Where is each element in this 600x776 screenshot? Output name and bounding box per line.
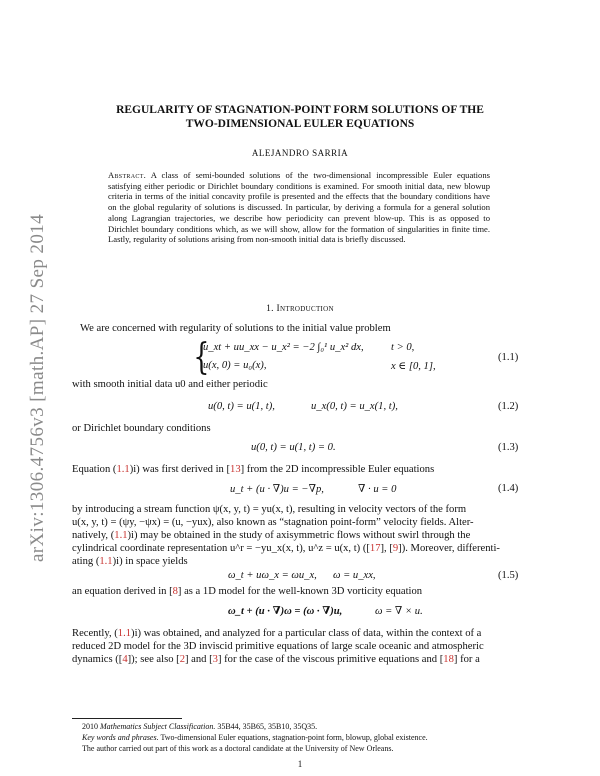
citation-8[interactable]: 8 xyxy=(172,586,178,597)
text-run: ] and [ xyxy=(184,654,213,665)
system-brace: { xyxy=(193,337,210,378)
author-name: ALEJANDRO SARRIA xyxy=(251,148,349,158)
text-run: ]). Moreover, differenti- xyxy=(398,543,500,554)
page-number: 1 xyxy=(297,759,303,769)
footnote-affiliation: The author carried out part of this work as a doctoral candidate at the University of New Orleans. xyxy=(82,744,394,753)
eq-number-1-3: (1.3) xyxy=(498,442,519,453)
text-line xyxy=(72,529,528,542)
eq-ref-1-1[interactable]: 1.1 xyxy=(117,628,132,639)
footnote-keywords xyxy=(82,733,528,743)
arxiv-stamp: arXiv:1306.4756v3 [math.AP] 27 Sep 2014 xyxy=(27,213,48,563)
text-run: Recently, ( xyxy=(72,628,118,639)
eq-1-4-left: u_t + (u · ∇)u = −∇p, xyxy=(230,484,324,495)
text-line xyxy=(72,542,528,555)
eq-1-1-row-2: u(x, 0) = u₀(x), xyxy=(203,360,267,371)
eq-number-1-1: (1.1) xyxy=(498,352,519,363)
eq-ref-1-1[interactable]: 1.1 xyxy=(114,530,128,541)
footnote-label: Key words and phrases. xyxy=(82,733,159,742)
eq-1-1-row-1: u_xt + uu_xx − u_x² = −2 ∫₀¹ u_x² dx, xyxy=(203,342,364,353)
section-heading xyxy=(80,304,520,314)
section-title: Introduction xyxy=(276,304,334,314)
paragraph-vorticity-model xyxy=(72,585,422,598)
text-run: an equation derived in [ xyxy=(72,586,173,597)
text-run: 2010 xyxy=(82,722,98,731)
eq-1-5-left: ω_t + uω_x = ωu_x, xyxy=(228,570,317,581)
text-line: by introducing a stream function ψ(x, y, t) = yu(x, t), resulting in velocity vectors of the form xyxy=(72,504,467,515)
citation-3[interactable]: 3 xyxy=(212,654,218,665)
text-run: ] for the case of the viscous primitive equations and [ xyxy=(217,654,444,665)
paragraph-stream-function xyxy=(72,503,528,568)
citation-4[interactable]: 4 xyxy=(122,654,128,665)
citation-13[interactable]: 13 xyxy=(230,464,241,475)
paragraph-intro: We are concerned with regularity of solutions to the initial value problem xyxy=(80,323,391,334)
text-run: ] for a xyxy=(453,654,480,665)
footnote-label: Mathematics Subject Classification. xyxy=(100,722,216,731)
eq-ref-1-1[interactable]: 1.1 xyxy=(99,556,113,567)
eq-1-1-row-1-condition: t > 0, xyxy=(391,342,415,353)
citation-17[interactable]: 17 xyxy=(369,543,381,554)
text-run: natively, ( xyxy=(72,530,115,541)
title-line-2: TWO-DIMENSIONAL EULER EQUATIONS xyxy=(185,118,415,130)
text-run: )i) may be obtained in the study of axisymmetric flows without swirl through the xyxy=(127,530,471,541)
eq-number-1-2: (1.2) xyxy=(498,401,519,412)
eq-1-5-right: ω = u_xx, xyxy=(333,570,376,581)
abstract-text: A class of semi-bounded solutions of the two-dimensional incompressible Euler equations satisfying either periodic or Dirichlet boundary conditions is examined. For smooth initial data, new blowup criteria in terms of the initial concavity profile is presented and the effects that the boundary conditions have on the global regularity of solutions is discussed. In particular, by deriving a formula for a general solution along Lagrangian trajectories, we describe how periodicity can prevent blow-up. This is as opposed to Dirichlet boundary conditions which, as we will show, allow for the formation of singularities in finite time. Lastly, regularity of solutions arising from non-smooth initial data is briefly discussed. xyxy=(108,170,490,245)
eq-ref-1-1[interactable]: 1.1 xyxy=(116,464,130,475)
text-run: ating ( xyxy=(72,556,100,567)
text-run: ]); see also [ xyxy=(127,654,180,665)
citation-18[interactable]: 18 xyxy=(443,654,454,665)
text-line xyxy=(72,555,528,568)
citation-9[interactable]: 9 xyxy=(392,543,399,554)
footnote-msc xyxy=(82,722,528,732)
text-run: cylindrical coordinate representation u^r = −yu_x(x, t), u^z = u(x, t) ([ xyxy=(72,543,370,554)
eq-1-4-right: ∇ · u = 0 xyxy=(358,484,397,495)
eq-1-1-row-2-condition: x ∈ [0, 1], xyxy=(391,361,436,372)
text-line xyxy=(72,627,528,640)
eq-1-2-right: u_x(0, t) = u_x(1, t), xyxy=(311,401,398,412)
eq-1-3: u(0, t) = u(1, t) = 0. xyxy=(251,442,336,453)
eq-number-1-5: (1.5) xyxy=(498,570,519,581)
eq-vorticity-right: ω = ∇ × u. xyxy=(375,606,423,617)
text-run: )i) was first derived in [ xyxy=(129,464,231,475)
paper-title xyxy=(80,103,520,131)
eq-number-1-4: (1.4) xyxy=(498,483,519,494)
section-number: 1. xyxy=(266,304,274,314)
eq-1-2-left: u(0, t) = u(1, t), xyxy=(208,401,275,412)
paragraph-periodic: with smooth initial data u0 and either periodic xyxy=(72,379,268,390)
text-run: 35B44, 35B65, 35B10, 35Q35. xyxy=(217,722,318,731)
abstract-label: Abstract. xyxy=(108,170,147,180)
title-line-1: REGULARITY OF STAGNATION-POINT FORM SOLUTIONS OF THE xyxy=(116,104,484,116)
paragraph-equation-origin xyxy=(72,463,434,476)
text-run: )i) was obtained, and analyzed for a particular class of data, within the context of a xyxy=(131,628,482,639)
paragraph-recent-work xyxy=(72,627,528,666)
text-line: reduced 2D model for the 3D inviscid primitive equations of large scale oceanic and atmospheric xyxy=(72,641,484,652)
citation-2[interactable]: 2 xyxy=(179,654,185,665)
text-run: ], [ xyxy=(380,543,393,554)
text-line xyxy=(72,653,528,666)
text-line: u(x, y, t) = (ψy, −ψx) = (u, −yux), also known as “stagnation point-form” velocity fields. Alter- xyxy=(72,517,474,528)
text-run: Two-dimensional Euler equations, stagnation-point form, blowup, global existence. xyxy=(160,733,428,742)
abstract xyxy=(108,170,490,245)
text-run: dynamics ([ xyxy=(72,654,123,665)
text-run: )i) in space yields xyxy=(112,556,188,567)
footnote-rule xyxy=(72,718,182,719)
text-run: ] from the 2D incompressible Euler equations xyxy=(240,464,435,475)
eq-vorticity-left: ω_t + (u · ∇)ω = (ω · ∇)u, xyxy=(228,606,343,617)
text-run: Equation ( xyxy=(72,464,117,475)
paragraph-dirichlet: or Dirichlet boundary conditions xyxy=(72,423,211,434)
text-run: ] as a 1D model for the well-known 3D vorticity equation xyxy=(177,586,423,597)
